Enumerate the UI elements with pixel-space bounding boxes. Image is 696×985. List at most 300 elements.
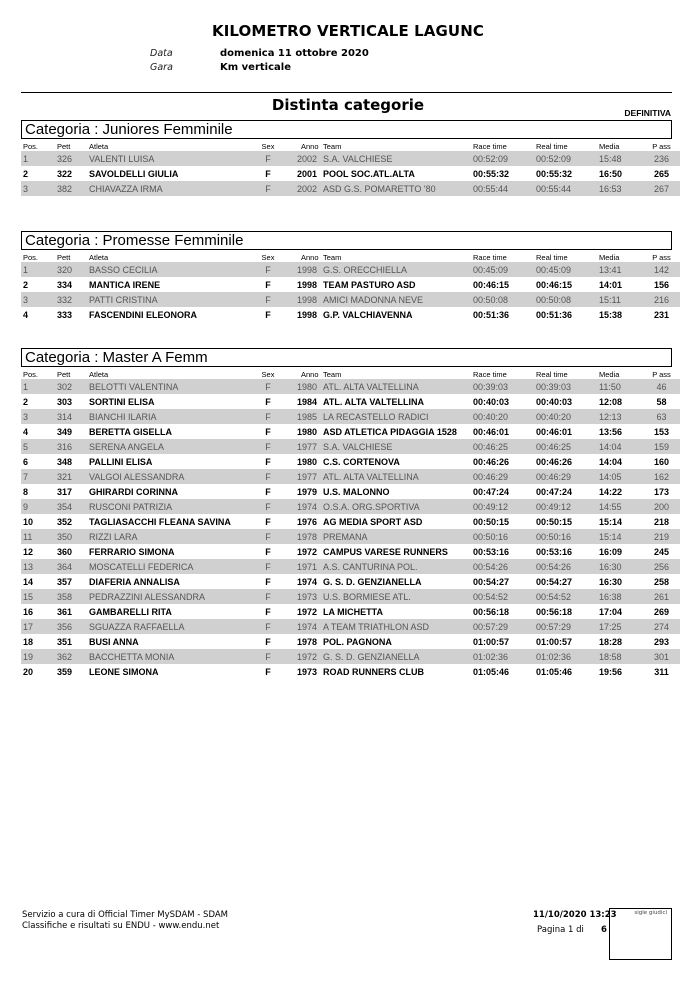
cell-year: 1978 [287,634,323,649]
table-row [21,649,680,664]
cell-sex: F [249,454,287,469]
column-header-year: Anno [301,370,319,379]
cell-pace: 16:38 [599,589,643,604]
cell-sex: F [249,181,287,196]
cell-position: 3 [21,181,57,196]
date-label: Data [150,48,173,59]
table-row [21,484,680,499]
cell-race-time: 00:49:12 [473,499,536,514]
column-header-position: Pos. [23,370,39,379]
cell-sex: F [249,544,287,559]
cell-pace: 18:28 [599,634,643,649]
cell-athlete: LEONE SIMONA [89,664,249,679]
table-row [21,544,680,559]
cell-race-time: 00:55:44 [473,181,536,196]
cell-pass: 267 [643,181,680,196]
cell-team: AMICI MADONNA NEVE [323,292,473,307]
cell-team: C.S. CORTENOVA [323,454,473,469]
footer-line-1: Servizio a cura di Official Timer MySDAM - SDAM [22,910,229,920]
cell-sex: F [249,439,287,454]
cell-team: G.S. ORECCHIELLA [323,262,473,277]
cell-real-time: 00:50:16 [536,529,599,544]
cell-pace: 14:04 [599,454,643,469]
cell-team: S.A. VALCHIESE [323,439,473,454]
cell-race-time: 00:52:09 [473,151,536,166]
judges-signature-box [609,908,672,960]
cell-real-time: 00:46:25 [536,439,599,454]
print-timestamp: 11/10/2020 13:23 [533,910,617,920]
column-header-pace: Media [599,142,620,151]
status-badge: DEFINITIVA [624,108,671,118]
cell-bib: 360 [57,544,89,559]
cell-bib: 364 [57,559,89,574]
cell-sex: F [249,634,287,649]
cell-pace: 12:08 [599,394,643,409]
cell-pass: 219 [643,529,680,544]
cell-year: 1998 [287,277,323,292]
cell-athlete: GHIRARDI CORINNA [89,484,249,499]
cell-year: 2002 [287,151,323,166]
cell-sex: F [249,559,287,574]
column-header-real-time: Real time [536,142,568,151]
cell-position: 7 [21,469,57,484]
cell-real-time: 01:00:57 [536,634,599,649]
cell-year: 1973 [287,589,323,604]
date-value: domenica 11 ottobre 2020 [220,48,369,59]
cell-position: 1 [21,262,57,277]
table-row [21,424,680,439]
column-header-race-time: Race time [473,142,507,151]
cell-bib: 321 [57,469,89,484]
cell-position: 20 [21,664,57,679]
cell-year: 1998 [287,292,323,307]
cell-real-time: 00:40:03 [536,394,599,409]
cell-pace: 15:38 [599,307,643,322]
cell-team: CAMPUS VARESE RUNNERS [323,544,473,559]
cell-year: 2002 [287,181,323,196]
cell-position: 6 [21,454,57,469]
cell-sex: F [249,151,287,166]
cell-race-time: 00:46:26 [473,454,536,469]
cell-year: 1985 [287,409,323,424]
table-row [21,166,680,181]
date-row [150,48,369,59]
cell-real-time: 00:46:15 [536,277,599,292]
cell-pass: 156 [643,277,680,292]
cell-athlete: BELOTTI VALENTINA [89,379,249,394]
column-header-real-time: Real time [536,253,568,262]
cell-position: 5 [21,439,57,454]
cell-sex: F [249,664,287,679]
cell-year: 1974 [287,574,323,589]
cell-year: 1998 [287,307,323,322]
cell-bib: 316 [57,439,89,454]
header-divider [21,92,672,93]
cell-position: 9 [21,499,57,514]
cell-bib: 357 [57,574,89,589]
cell-race-time: 00:56:18 [473,604,536,619]
table-row [21,379,680,394]
cell-athlete: BASSO CECILIA [89,262,249,277]
cell-real-time: 00:51:36 [536,307,599,322]
cell-pass: 160 [643,454,680,469]
cell-bib: 354 [57,499,89,514]
cell-race-time: 00:40:20 [473,409,536,424]
cell-sex: F [249,514,287,529]
cell-pass: 159 [643,439,680,454]
results-table [21,139,680,196]
cell-pace: 15:48 [599,151,643,166]
column-header-sex: Sex [261,370,275,379]
cell-race-time: 00:50:08 [473,292,536,307]
cell-race-time: 00:47:24 [473,484,536,499]
column-header-pass: P ass [652,370,671,379]
table-row [21,664,680,679]
cell-position: 3 [21,292,57,307]
category-title: Categoria : Master A Femm [21,348,672,367]
cell-bib: 320 [57,262,89,277]
cell-pace: 14:55 [599,499,643,514]
cell-athlete: VALENTI LUISA [89,151,249,166]
footer-line-2: Classifiche e risultati su ENDU - www.endu.net [22,921,220,931]
cell-bib: 326 [57,151,89,166]
column-header-bib: Pett [57,370,71,379]
cell-real-time: 00:50:15 [536,514,599,529]
table-row [21,634,680,649]
cell-pace: 15:14 [599,529,643,544]
cell-pass: 58 [643,394,680,409]
column-header-team: Team [323,142,342,151]
cell-position: 17 [21,619,57,634]
cell-team: U.S. MALONNO [323,484,473,499]
column-header-sex: Sex [261,142,275,151]
cell-pass: 236 [643,151,680,166]
cell-position: 2 [21,277,57,292]
cell-athlete: FERRARIO SIMONA [89,544,249,559]
cell-pass: 216 [643,292,680,307]
cell-year: 1976 [287,514,323,529]
cell-athlete: GAMBARELLI RITA [89,604,249,619]
cell-pace: 16:30 [599,559,643,574]
cell-race-time: 00:46:15 [473,277,536,292]
cell-athlete: SERENA ANGELA [89,439,249,454]
cell-year: 1980 [287,379,323,394]
cell-year: 1974 [287,619,323,634]
cell-bib: 302 [57,379,89,394]
cell-pace: 14:04 [599,439,643,454]
results-table [21,250,680,322]
column-header-position: Pos. [23,253,39,262]
cell-team: G.P. VALCHIAVENNA [323,307,473,322]
cell-real-time: 00:39:03 [536,379,599,394]
cell-position: 13 [21,559,57,574]
cell-pass: 293 [643,634,680,649]
table-header-row [21,250,680,262]
column-header-athlete: Atleta [89,142,109,151]
cell-bib: 362 [57,649,89,664]
cell-sex: F [249,394,287,409]
cell-sex: F [249,409,287,424]
column-header-bib: Pett [57,253,71,262]
cell-real-time: 00:54:52 [536,589,599,604]
column-header-team: Team [323,253,342,262]
cell-race-time: 00:46:25 [473,439,536,454]
cell-position: 8 [21,484,57,499]
cell-year: 1973 [287,664,323,679]
cell-team: S.A. VALCHIESE [323,151,473,166]
cell-sex: F [249,619,287,634]
cell-real-time: 00:45:09 [536,262,599,277]
cell-bib: 314 [57,409,89,424]
cell-sex: F [249,649,287,664]
table-row [21,409,680,424]
cell-bib: 322 [57,166,89,181]
cell-team: POL. PAGNONA [323,634,473,649]
cell-sex: F [249,469,287,484]
cell-position: 11 [21,529,57,544]
cell-position: 4 [21,424,57,439]
cell-race-time: 00:54:26 [473,559,536,574]
table-row [21,559,680,574]
cell-year: 1971 [287,559,323,574]
cell-athlete: MOSCATELLI FEDERICA [89,559,249,574]
race-value: Km verticale [220,62,291,73]
cell-real-time: 00:50:08 [536,292,599,307]
cell-pace: 16:30 [599,574,643,589]
cell-sex: F [249,484,287,499]
cell-year: 2001 [287,166,323,181]
cell-team: A.S. CANTURINA POL. [323,559,473,574]
cell-position: 4 [21,307,57,322]
cell-team: G. S. D. GENZIANELLA [323,649,473,664]
cell-race-time: 00:54:52 [473,589,536,604]
cell-team: ATL. ALTA VALTELLINA [323,379,473,394]
category-title: Categoria : Juniores Femminile [21,120,672,139]
cell-athlete: MANTICA IRENE [89,277,249,292]
category-section [21,120,672,196]
cell-athlete: PEDRAZZINI ALESSANDRA [89,589,249,604]
cell-year: 1977 [287,439,323,454]
cell-pace: 14:05 [599,469,643,484]
cell-bib: 358 [57,589,89,604]
cell-sex: F [249,277,287,292]
cell-bib: 361 [57,604,89,619]
cell-real-time: 00:53:16 [536,544,599,559]
race-label: Gara [150,62,173,73]
cell-race-time: 00:55:32 [473,166,536,181]
column-header-pace: Media [599,370,620,379]
table-row [21,604,680,619]
cell-position: 2 [21,394,57,409]
cell-race-time: 00:45:09 [473,262,536,277]
cell-pace: 12:13 [599,409,643,424]
cell-real-time: 00:54:26 [536,559,599,574]
cell-real-time: 00:56:18 [536,604,599,619]
cell-real-time: 00:52:09 [536,151,599,166]
cell-race-time: 00:40:03 [473,394,536,409]
table-row [21,454,680,469]
cell-athlete: BERETTA GISELLA [89,424,249,439]
column-header-race-time: Race time [473,370,507,379]
category-section [21,231,672,322]
cell-race-time: 00:51:36 [473,307,536,322]
table-row [21,499,680,514]
cell-sex: F [249,292,287,307]
cell-pace: 16:50 [599,166,643,181]
race-row [150,62,291,73]
cell-year: 1980 [287,424,323,439]
cell-year: 1972 [287,649,323,664]
cell-pass: 301 [643,649,680,664]
page-subtitle: Distinta categorie [271,96,425,114]
cell-bib: 317 [57,484,89,499]
cell-pass: 63 [643,409,680,424]
cell-pass: 256 [643,559,680,574]
cell-pass: 173 [643,484,680,499]
cell-pass: 46 [643,379,680,394]
cell-position: 10 [21,514,57,529]
cell-pace: 13:56 [599,424,643,439]
column-header-athlete: Atleta [89,370,109,379]
cell-team: ATL. ALTA VALTELLINA [323,394,473,409]
cell-athlete: SORTINI ELISA [89,394,249,409]
cell-pace: 16:09 [599,544,643,559]
cell-athlete: FASCENDINI ELEONORA [89,307,249,322]
cell-team: TEAM PASTURO ASD [323,277,473,292]
cell-bib: 382 [57,181,89,196]
cell-athlete: SGUAZZA RAFFAELLA [89,619,249,634]
cell-team: PREMANA [323,529,473,544]
table-row [21,307,680,322]
cell-race-time: 00:46:29 [473,469,536,484]
cell-position: 2 [21,166,57,181]
cell-year: 1980 [287,454,323,469]
cell-position: 3 [21,409,57,424]
cell-team: A TEAM TRIATHLON ASD [323,619,473,634]
cell-race-time: 01:02:36 [473,649,536,664]
cell-year: 1977 [287,469,323,484]
cell-pace: 15:14 [599,514,643,529]
cell-year: 1978 [287,529,323,544]
cell-pace: 18:58 [599,649,643,664]
cell-athlete: RIZZI LARA [89,529,249,544]
column-header-year: Anno [301,253,319,262]
cell-pace: 13:41 [599,262,643,277]
category-section [21,348,672,679]
cell-sex: F [249,379,287,394]
results-table [21,367,680,679]
cell-sex: F [249,529,287,544]
column-header-sex: Sex [261,253,275,262]
cell-team: LA RECASTELLO RADICI [323,409,473,424]
cell-pass: 274 [643,619,680,634]
cell-pace: 15:11 [599,292,643,307]
cell-pass: 200 [643,499,680,514]
cell-race-time: 00:39:03 [473,379,536,394]
cell-bib: 332 [57,292,89,307]
cell-pass: 261 [643,589,680,604]
cell-real-time: 00:57:29 [536,619,599,634]
cell-athlete: CHIAVAZZA IRMA [89,181,249,196]
cell-race-time: 00:57:29 [473,619,536,634]
cell-sex: F [249,262,287,277]
column-header-bib: Pett [57,142,71,151]
table-row [21,514,680,529]
table-row [21,181,680,196]
cell-sex: F [249,166,287,181]
cell-athlete: RUSCONI PATRIZIA [89,499,249,514]
cell-sex: F [249,307,287,322]
cell-bib: 348 [57,454,89,469]
cell-bib: 334 [57,277,89,292]
event-title: KILOMETRO VERTICALE LAGUNC [212,22,484,40]
cell-team: ROAD RUNNERS CLUB [323,664,473,679]
cell-position: 19 [21,649,57,664]
cell-team: U.S. BORMIESE ATL. [323,589,473,604]
cell-team: ASD ATLETICA PIDAGGIA 1528 [323,424,473,439]
page-total: 6 [601,925,607,935]
table-row [21,619,680,634]
column-header-real-time: Real time [536,370,568,379]
table-row [21,292,680,307]
footer-credits [22,910,228,932]
cell-pass: 142 [643,262,680,277]
cell-sex: F [249,574,287,589]
cell-year: 1979 [287,484,323,499]
cell-pace: 14:01 [599,277,643,292]
cell-real-time: 00:47:24 [536,484,599,499]
cell-pace: 19:56 [599,664,643,679]
cell-sex: F [249,424,287,439]
column-header-pass: P ass [652,253,671,262]
cell-athlete: BUSI ANNA [89,634,249,649]
cell-pass: 153 [643,424,680,439]
cell-year: 1974 [287,499,323,514]
cell-pace: 11:50 [599,379,643,394]
cell-athlete: VALGOI ALESSANDRA [89,469,249,484]
cell-pace: 14:22 [599,484,643,499]
cell-athlete: BACCHETTA MONIA [89,649,249,664]
cell-real-time: 00:46:26 [536,454,599,469]
table-header-row [21,139,680,151]
table-row [21,151,680,166]
cell-position: 16 [21,604,57,619]
cell-position: 14 [21,574,57,589]
cell-year: 1998 [287,262,323,277]
cell-real-time: 00:55:32 [536,166,599,181]
column-header-pace: Media [599,253,620,262]
cell-team: ATL. ALTA VALTELLINA [323,469,473,484]
cell-athlete: TAGLIASACCHI FLEANA SAVINA [89,514,249,529]
cell-pass: 258 [643,574,680,589]
cell-sex: F [249,604,287,619]
cell-athlete: BIANCHI ILARIA [89,409,249,424]
cell-real-time: 00:49:12 [536,499,599,514]
cell-bib: 351 [57,634,89,649]
cell-team: POOL SOC.ATL.ALTA [323,166,473,181]
cell-bib: 356 [57,619,89,634]
cell-team: G. S. D. GENZIANELLA [323,574,473,589]
cell-pass: 311 [643,664,680,679]
cell-race-time: 01:05:46 [473,664,536,679]
cell-pass: 245 [643,544,680,559]
cell-bib: 350 [57,529,89,544]
cell-race-time: 01:00:57 [473,634,536,649]
cell-year: 1972 [287,604,323,619]
cell-pace: 17:04 [599,604,643,619]
cell-bib: 303 [57,394,89,409]
cell-position: 12 [21,544,57,559]
